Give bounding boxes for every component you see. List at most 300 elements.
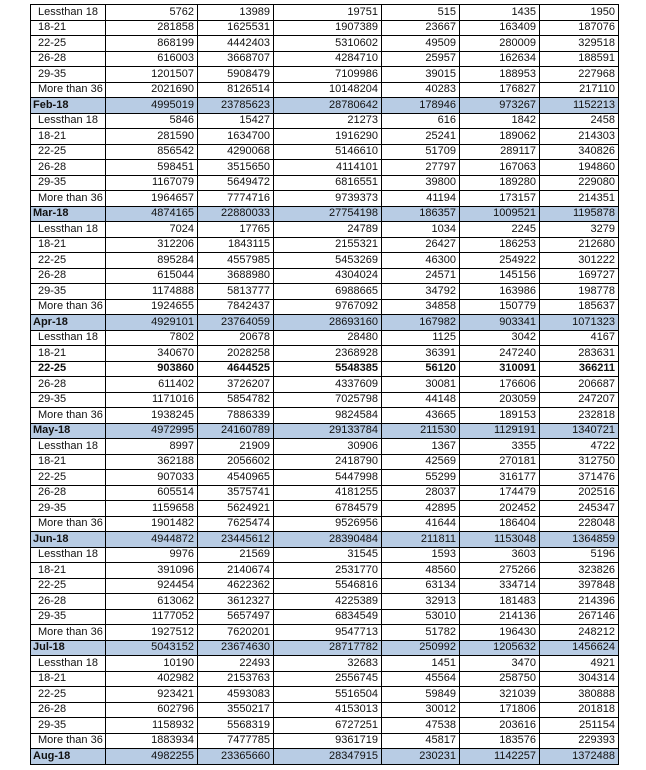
month-total-cell: 28693160 <box>274 315 382 331</box>
value-cell: 3688980 <box>198 268 274 284</box>
value-cell: 4153013 <box>274 702 382 718</box>
value-cell: 329518 <box>540 36 619 52</box>
value-cell: 2245 <box>460 222 540 238</box>
age-group-row <box>31 377 619 393</box>
value-cell: 202516 <box>540 485 619 501</box>
month-total-cell: 230231 <box>382 749 460 765</box>
value-cell: 188953 <box>460 67 540 83</box>
age-group-row <box>31 501 619 517</box>
value-cell: 9976 <box>106 547 198 563</box>
value-cell: 4290068 <box>198 144 274 160</box>
value-cell: 2556745 <box>274 671 382 687</box>
age-group-label-cell: 18-21 <box>31 671 106 687</box>
value-cell: 187076 <box>540 20 619 36</box>
age-group-label-cell: 26-28 <box>31 268 106 284</box>
value-cell: 1924655 <box>106 299 198 315</box>
value-cell: 616 <box>382 113 460 129</box>
month-total-cell: 4929101 <box>106 315 198 331</box>
age-group-row <box>31 51 619 67</box>
value-cell: 7025798 <box>274 392 382 408</box>
value-cell: 251154 <box>540 718 619 734</box>
month-total-cell: 186357 <box>382 206 460 222</box>
age-group-label-cell: 22-25 <box>31 36 106 52</box>
age-group-label-cell: Lessthan 18 <box>31 5 106 21</box>
value-cell: 3550217 <box>198 702 274 718</box>
value-cell: 4622362 <box>198 578 274 594</box>
value-cell: 5310602 <box>274 36 382 52</box>
age-group-label-cell: 22-25 <box>31 470 106 486</box>
value-cell: 3603 <box>460 547 540 563</box>
value-cell: 3470 <box>460 656 540 672</box>
value-cell: 34792 <box>382 284 460 300</box>
age-group-row <box>31 160 619 176</box>
month-total-cell: 28780642 <box>274 98 382 114</box>
value-cell: 56120 <box>382 361 460 377</box>
age-group-label-cell: Lessthan 18 <box>31 547 106 563</box>
value-cell: 4304024 <box>274 268 382 284</box>
age-group-row <box>31 470 619 486</box>
value-cell: 9739373 <box>274 191 382 207</box>
value-cell: 362188 <box>106 454 198 470</box>
value-cell: 229393 <box>540 733 619 749</box>
value-cell: 24571 <box>382 268 460 284</box>
month-total-cell: 27754198 <box>274 206 382 222</box>
value-cell: 9824584 <box>274 408 382 424</box>
age-group-row <box>31 733 619 749</box>
month-total-cell: 4972995 <box>106 423 198 439</box>
value-cell: 903860 <box>106 361 198 377</box>
value-cell: 42569 <box>382 454 460 470</box>
age-group-label-cell: 18-21 <box>31 454 106 470</box>
age-group-row <box>31 268 619 284</box>
month-total-cell: 1129191 <box>460 423 540 439</box>
value-cell: 9767092 <box>274 299 382 315</box>
value-cell: 1158932 <box>106 718 198 734</box>
value-cell: 248212 <box>540 625 619 641</box>
month-label-cell: Mar-18 <box>31 206 106 222</box>
age-group-label-cell: Lessthan 18 <box>31 222 106 238</box>
age-group-row <box>31 330 619 346</box>
age-group-label-cell: 22-25 <box>31 578 106 594</box>
value-cell: 49509 <box>382 36 460 52</box>
value-cell: 924454 <box>106 578 198 594</box>
value-cell: 1625531 <box>198 20 274 36</box>
age-group-row <box>31 253 619 269</box>
month-total-cell: 4982255 <box>106 749 198 765</box>
value-cell: 186404 <box>460 516 540 532</box>
value-cell: 6834549 <box>274 609 382 625</box>
value-cell: 43665 <box>382 408 460 424</box>
age-group-row <box>31 718 619 734</box>
value-cell: 2368928 <box>274 346 382 362</box>
month-total-cell: 28717782 <box>274 640 382 656</box>
age-group-label-cell: More than 36 <box>31 625 106 641</box>
value-cell: 2418790 <box>274 454 382 470</box>
age-group-row <box>31 656 619 672</box>
month-total-row <box>31 749 619 765</box>
value-cell: 189280 <box>460 175 540 191</box>
age-group-label-cell: 29-35 <box>31 392 106 408</box>
value-cell: 167063 <box>460 160 540 176</box>
value-cell: 321039 <box>460 687 540 703</box>
value-cell: 45817 <box>382 733 460 749</box>
month-total-cell: 22880033 <box>198 206 274 222</box>
value-cell: 3355 <box>460 439 540 455</box>
value-cell: 4114101 <box>274 160 382 176</box>
value-cell: 334714 <box>460 578 540 594</box>
value-cell: 1634700 <box>198 129 274 145</box>
value-cell: 312750 <box>540 454 619 470</box>
value-cell: 229080 <box>540 175 619 191</box>
value-cell: 301222 <box>540 253 619 269</box>
age-group-label-cell: 22-25 <box>31 361 106 377</box>
age-group-label-cell: 26-28 <box>31 594 106 610</box>
age-group-row <box>31 361 619 377</box>
age-group-row <box>31 175 619 191</box>
value-cell: 176827 <box>460 82 540 98</box>
value-cell: 27797 <box>382 160 460 176</box>
month-total-cell: 28390484 <box>274 532 382 548</box>
value-cell: 7109986 <box>274 67 382 83</box>
age-group-row <box>31 191 619 207</box>
month-total-cell: 167982 <box>382 315 460 331</box>
value-cell: 281858 <box>106 20 198 36</box>
value-cell: 2056602 <box>198 454 274 470</box>
value-cell: 5146610 <box>274 144 382 160</box>
value-cell: 615044 <box>106 268 198 284</box>
value-cell: 42895 <box>382 501 460 517</box>
value-cell: 7620201 <box>198 625 274 641</box>
value-cell: 163409 <box>460 20 540 36</box>
age-group-row <box>31 36 619 52</box>
age-group-label-cell: Lessthan 18 <box>31 113 106 129</box>
value-cell: 868199 <box>106 36 198 52</box>
value-cell: 201818 <box>540 702 619 718</box>
value-cell: 258750 <box>460 671 540 687</box>
value-cell: 316177 <box>460 470 540 486</box>
value-cell: 203059 <box>460 392 540 408</box>
value-cell: 7802 <box>106 330 198 346</box>
value-cell: 39800 <box>382 175 460 191</box>
age-group-row <box>31 439 619 455</box>
age-group-label-cell: 26-28 <box>31 377 106 393</box>
value-cell: 4644525 <box>198 361 274 377</box>
value-cell: 40283 <box>382 82 460 98</box>
value-cell: 228048 <box>540 516 619 532</box>
age-group-label-cell: 22-25 <box>31 253 106 269</box>
month-total-cell: 5043152 <box>106 640 198 656</box>
value-cell: 22493 <box>198 656 274 672</box>
value-cell: 176606 <box>460 377 540 393</box>
age-group-row <box>31 671 619 687</box>
value-cell: 5813777 <box>198 284 274 300</box>
value-cell: 1174888 <box>106 284 198 300</box>
value-cell: 7024 <box>106 222 198 238</box>
value-cell: 1907389 <box>274 20 382 36</box>
value-cell: 5908479 <box>198 67 274 83</box>
age-group-row <box>31 144 619 160</box>
age-group-label-cell: Lessthan 18 <box>31 439 106 455</box>
value-cell: 30081 <box>382 377 460 393</box>
age-group-label-cell: 18-21 <box>31 346 106 362</box>
value-cell: 181483 <box>460 594 540 610</box>
value-cell: 17765 <box>198 222 274 238</box>
value-cell: 188591 <box>540 51 619 67</box>
age-group-label-cell: 26-28 <box>31 485 106 501</box>
month-total-cell: 1456624 <box>540 640 619 656</box>
value-cell: 1171016 <box>106 392 198 408</box>
value-cell: 44148 <box>382 392 460 408</box>
value-cell: 51709 <box>382 144 460 160</box>
value-cell: 1938245 <box>106 408 198 424</box>
value-cell: 2028258 <box>198 346 274 362</box>
value-cell: 1125 <box>382 330 460 346</box>
value-cell: 10148204 <box>274 82 382 98</box>
value-cell: 5762 <box>106 5 198 21</box>
value-cell: 3575741 <box>198 485 274 501</box>
value-cell: 1435 <box>460 5 540 21</box>
value-cell: 19751 <box>274 5 382 21</box>
age-group-label-cell: More than 36 <box>31 191 106 207</box>
age-group-row <box>31 485 619 501</box>
value-cell: 5657497 <box>198 609 274 625</box>
value-cell: 1901482 <box>106 516 198 532</box>
value-cell: 380888 <box>540 687 619 703</box>
value-cell: 4722 <box>540 439 619 455</box>
value-cell: 1916290 <box>274 129 382 145</box>
month-total-row <box>31 423 619 439</box>
month-total-row <box>31 315 619 331</box>
month-total-cell: 1071323 <box>540 315 619 331</box>
value-cell: 602796 <box>106 702 198 718</box>
value-cell: 340670 <box>106 346 198 362</box>
value-cell: 611402 <box>106 377 198 393</box>
value-cell: 598451 <box>106 160 198 176</box>
value-cell: 55299 <box>382 470 460 486</box>
age-group-label-cell: 22-25 <box>31 144 106 160</box>
age-group-row <box>31 563 619 579</box>
value-cell: 196430 <box>460 625 540 641</box>
value-cell: 1201507 <box>106 67 198 83</box>
month-total-cell: 4874165 <box>106 206 198 222</box>
value-cell: 1593 <box>382 547 460 563</box>
value-cell: 5447998 <box>274 470 382 486</box>
month-total-row <box>31 206 619 222</box>
value-cell: 171806 <box>460 702 540 718</box>
value-cell: 7625474 <box>198 516 274 532</box>
value-cell: 340826 <box>540 144 619 160</box>
value-cell: 1950 <box>540 5 619 21</box>
age-group-row <box>31 547 619 563</box>
value-cell: 4557985 <box>198 253 274 269</box>
value-cell: 4225389 <box>274 594 382 610</box>
value-cell: 2531770 <box>274 563 382 579</box>
value-cell: 304314 <box>540 671 619 687</box>
value-cell: 5196 <box>540 547 619 563</box>
value-cell: 2021690 <box>106 82 198 98</box>
value-cell: 214351 <box>540 191 619 207</box>
value-cell: 5516504 <box>274 687 382 703</box>
value-cell: 7842437 <box>198 299 274 315</box>
data-table-container <box>30 4 619 765</box>
value-cell: 3042 <box>460 330 540 346</box>
value-cell: 13989 <box>198 5 274 21</box>
value-cell: 5624921 <box>198 501 274 517</box>
value-cell: 31545 <box>274 547 382 563</box>
value-cell: 185637 <box>540 299 619 315</box>
value-cell: 21909 <box>198 439 274 455</box>
age-group-label-cell: Lessthan 18 <box>31 330 106 346</box>
value-cell: 232818 <box>540 408 619 424</box>
value-cell: 1367 <box>382 439 460 455</box>
value-cell: 30012 <box>382 702 460 718</box>
value-cell: 7477785 <box>198 733 274 749</box>
value-cell: 907033 <box>106 470 198 486</box>
age-group-row <box>31 113 619 129</box>
age-group-label-cell: More than 36 <box>31 408 106 424</box>
month-total-cell: 4995019 <box>106 98 198 114</box>
value-cell: 1843115 <box>198 237 274 253</box>
age-group-label-cell: 26-28 <box>31 51 106 67</box>
value-cell: 41644 <box>382 516 460 532</box>
age-group-label-cell: 26-28 <box>31 702 106 718</box>
value-cell: 5546816 <box>274 578 382 594</box>
value-cell: 1964657 <box>106 191 198 207</box>
value-cell: 1159658 <box>106 501 198 517</box>
value-cell: 23667 <box>382 20 460 36</box>
age-group-row <box>31 687 619 703</box>
value-cell: 371476 <box>540 470 619 486</box>
value-cell: 206687 <box>540 377 619 393</box>
age-group-row <box>31 609 619 625</box>
age-group-label-cell: 18-21 <box>31 20 106 36</box>
value-cell: 4284710 <box>274 51 382 67</box>
age-group-row <box>31 408 619 424</box>
value-cell: 25957 <box>382 51 460 67</box>
value-cell: 323826 <box>540 563 619 579</box>
value-cell: 214396 <box>540 594 619 610</box>
value-cell: 3612327 <box>198 594 274 610</box>
age-group-row <box>31 237 619 253</box>
value-cell: 194860 <box>540 160 619 176</box>
value-cell: 183576 <box>460 733 540 749</box>
value-cell: 7886339 <box>198 408 274 424</box>
value-cell: 3515650 <box>198 160 274 176</box>
age-group-row <box>31 299 619 315</box>
value-cell: 4921 <box>540 656 619 672</box>
value-cell: 3726207 <box>198 377 274 393</box>
value-cell: 202452 <box>460 501 540 517</box>
value-cell: 212680 <box>540 237 619 253</box>
value-cell: 45564 <box>382 671 460 687</box>
age-group-row <box>31 392 619 408</box>
value-cell: 616003 <box>106 51 198 67</box>
month-total-row <box>31 532 619 548</box>
value-cell: 189062 <box>460 129 540 145</box>
value-cell: 2155321 <box>274 237 382 253</box>
value-cell: 613062 <box>106 594 198 610</box>
month-label-cell: May-18 <box>31 423 106 439</box>
age-group-label-cell: More than 36 <box>31 82 106 98</box>
age-group-row <box>31 594 619 610</box>
age-group-label-cell: 29-35 <box>31 175 106 191</box>
month-label-cell: Apr-18 <box>31 315 106 331</box>
month-total-cell: 211811 <box>382 532 460 548</box>
value-cell: 227968 <box>540 67 619 83</box>
age-group-label-cell: 18-21 <box>31 129 106 145</box>
value-cell: 4442403 <box>198 36 274 52</box>
value-cell: 2140674 <box>198 563 274 579</box>
value-cell: 1842 <box>460 113 540 129</box>
value-cell: 145156 <box>460 268 540 284</box>
age-group-label-cell: 18-21 <box>31 563 106 579</box>
month-total-cell: 4944872 <box>106 532 198 548</box>
value-cell: 283631 <box>540 346 619 362</box>
age-group-label-cell: 29-35 <box>31 718 106 734</box>
value-cell: 30906 <box>274 439 382 455</box>
age-group-row <box>31 284 619 300</box>
value-cell: 48560 <box>382 563 460 579</box>
value-cell: 5854782 <box>198 392 274 408</box>
value-cell: 605514 <box>106 485 198 501</box>
value-cell: 5548385 <box>274 361 382 377</box>
month-total-cell: 903341 <box>460 315 540 331</box>
age-group-row <box>31 20 619 36</box>
value-cell: 247207 <box>540 392 619 408</box>
value-cell: 59849 <box>382 687 460 703</box>
month-label-cell: Jul-18 <box>31 640 106 656</box>
value-cell: 189153 <box>460 408 540 424</box>
value-cell: 4181255 <box>274 485 382 501</box>
value-cell: 267146 <box>540 609 619 625</box>
month-total-cell: 178946 <box>382 98 460 114</box>
month-total-cell: 250992 <box>382 640 460 656</box>
data-table <box>30 4 619 765</box>
month-total-cell: 23445612 <box>198 532 274 548</box>
value-cell: 4167 <box>540 330 619 346</box>
value-cell: 6816551 <box>274 175 382 191</box>
age-group-row <box>31 625 619 641</box>
value-cell: 169727 <box>540 268 619 284</box>
value-cell: 856542 <box>106 144 198 160</box>
month-total-cell: 1364859 <box>540 532 619 548</box>
value-cell: 1451 <box>382 656 460 672</box>
value-cell: 39015 <box>382 67 460 83</box>
value-cell: 173157 <box>460 191 540 207</box>
month-total-row <box>31 98 619 114</box>
month-total-cell: 23764059 <box>198 315 274 331</box>
value-cell: 7774716 <box>198 191 274 207</box>
value-cell: 5453269 <box>274 253 382 269</box>
month-total-cell: 23785623 <box>198 98 274 114</box>
month-total-cell: 28347915 <box>274 749 382 765</box>
value-cell: 6784579 <box>274 501 382 517</box>
month-total-row <box>31 640 619 656</box>
value-cell: 217110 <box>540 82 619 98</box>
value-cell: 4540965 <box>198 470 274 486</box>
value-cell: 366211 <box>540 361 619 377</box>
age-group-row <box>31 222 619 238</box>
value-cell: 51782 <box>382 625 460 641</box>
value-cell: 9526956 <box>274 516 382 532</box>
age-group-label-cell: 18-21 <box>31 237 106 253</box>
month-total-cell: 1195878 <box>540 206 619 222</box>
value-cell: 32913 <box>382 594 460 610</box>
value-cell: 4337609 <box>274 377 382 393</box>
month-total-cell: 1205632 <box>460 640 540 656</box>
value-cell: 6988665 <box>274 284 382 300</box>
age-group-label-cell: 29-35 <box>31 609 106 625</box>
